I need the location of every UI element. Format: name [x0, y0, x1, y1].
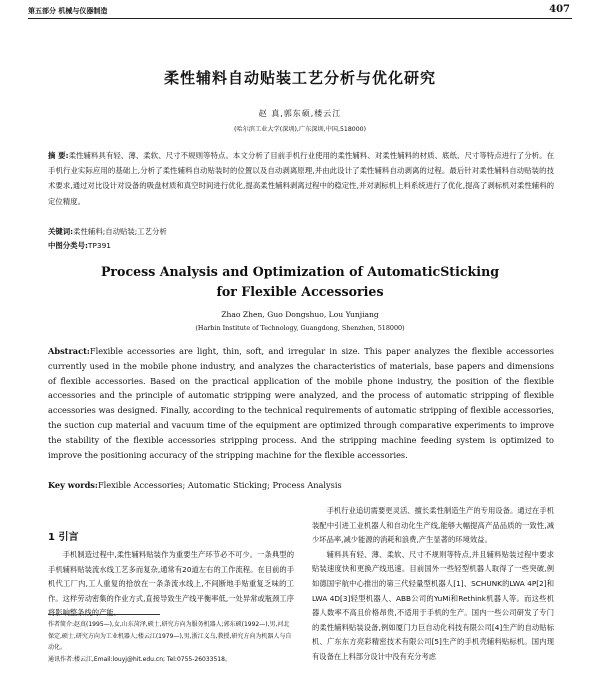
abstract-en-label: Abstract:: [48, 346, 90, 356]
introduction-paragraph: 手机制造过程中,柔性辅料贴装作为重要生产环节必不可少。一条典型的手机辅料贴装流水线工艺多而复杂,通常有20道左右的工作流程。在目前的手机代工厂内,工人重复的拾放在一条条流水线上,不间断地手贴重复乏味的工作。这样劳动密集的作业方式,直接导致生产线平衡率低,一处异常或瓶颈工序将影响整条线的产能。: [48, 550, 294, 618]
section-heading-introduction: 1 引言: [48, 532, 79, 543]
abstract-cn-text: 柔性辅料具有轻、薄、柔软、尺寸不规则等特点。本文分析了目前手机行业使用的柔性辅料、对柔性辅料的材质、底纸、尺寸等特点进行了分析。在手机行业实际应用的基础上,分析了柔性辅料自动贴装时的位置以及自动剥离原理,并由此设计了柔性辅料自动剥离的过程。最后针对柔性辅料自动贴装的技术要求,通过对比设计对设备的吸盘材质和真空时间进行优化,提高柔性辅料剥离过程中的稳定性,并对剥标机上料系统进行了优化,提高了剥标机对柔性辅料的定位精度。: [48, 151, 554, 206]
paper-title-cn: 柔性辅料自动贴装工艺分析与优化研究: [163, 69, 436, 87]
authors-en: Zhao Zhen, Guo Dongshuo, Lou Yunjiang: [221, 310, 379, 319]
keywords-cn: [48, 224, 554, 239]
abstract-cn: [48, 148, 554, 209]
keywords-cn-text: 柔性辅料;自动贴装;工艺分析: [73, 227, 167, 236]
footnote-author-info: 作者简介:赵真(1995—),女,山东菏泽,硕士,研究方向为服务机器人;郭东硕(1992—),男,河北保定,硕士,研究方向为工业机器人;楼云江(1979—),男,浙江义乌,教授,研究方向为机器人与自动化。: [48, 621, 292, 652]
keywords-en-label: Key words:: [48, 480, 98, 490]
header-rule: [28, 18, 572, 19]
paper-title-en-line2: for Flexible Accessories: [216, 284, 384, 299]
right-column-paragraph-1: 手机行业追切需要更灵活、擅长柔性制造生产的专用设备。通过在手机装配中引进工业机器人和自动化生产线,能够大幅提高产品品质的一致性,减少坏品率,减少能源的消耗和浪费,产生显著的环境效益。: [312, 506, 554, 545]
affiliation-cn: (哈尔滨工业大学(深圳),广东深圳,中国,518000): [234, 126, 366, 133]
keywords-en-text: Flexible Accessories; Automatic Sticking; Process Analysis: [97, 480, 342, 490]
right-column-text: [312, 504, 554, 665]
running-header: 第五部分 机械与仪器制造: [28, 7, 108, 15]
keywords-cn-label: 关键词:: [48, 227, 74, 236]
clc-label: 中图分类号:: [48, 241, 88, 250]
paper-title-en: [0, 262, 600, 302]
abstract-cn-label: 摘 要:: [48, 151, 69, 160]
page-number: 407: [549, 4, 570, 15]
affiliation-en: (Harbin Institute of Technology, Guangdong, Shenzhen, 518000): [195, 324, 405, 332]
clc-number: [48, 238, 554, 253]
footnote: [48, 619, 294, 665]
footnote-contact: 通讯作者:楼云江,Email:louyj@hit.edu.cn; Tel:0755-26033518。: [48, 655, 231, 663]
clc-text: TP391: [87, 241, 111, 250]
abstract-en-text: Flexible accessories are light, thin, soft, and irregular in size. This paper analyzes the flexible accessories currently used in the mobile phone industry, and analyzes the characteristics of materials, base papers and dimensions of flexible accessories. Based on the practical application of the mobile phone industry, the position of the flexible accessories and the principle of automatic stripping were analyzed, and the process of automatic stripping of flexible accessories was designed. Finally, according to the technical requirements of automatic stripping of flexible accessories, the suction cup material and vacuum time of the equipment are optimized through comparative experiments to improve the stability of the flexible accessories stripping process. And the stripping machine feeding system is optimized to improve the positioning accuracy of the stripping machine for the flexible accessories.: [48, 346, 554, 460]
keywords-en: [48, 478, 554, 493]
footnote-rule: [48, 614, 160, 615]
right-column-paragraph-2: 辅料具有轻、薄、柔软、尺寸不规则等特点,并且辅料贴装过程中要求贴装速度快和更换产线迅速。目前国外一些轻型机器人取得了一些突破,例如德国宇航中心推出的第三代轻量型机器人[1]、SCHUNK的LWA 4P[2]和LWA 4D[3]轻型机器人、ABB公司的YuMi和Rethink机器人等。而这些机器人数率不高且价格昂贵,不适用于手机的生产。国内一些公司研发了专门的柔性辅料贴装设备,例如厦门力巨自动化科技有限公司[4]生产的自动贴标机、广东东方亮彩精密技术有限公司[5]生产的手机壳辅料贴标机。国内现有设备在上料部分设计中没有充分考虑: [312, 549, 554, 661]
abstract-en: [48, 344, 554, 462]
authors-cn: 赵 真,郭东硕,楼云江: [258, 109, 342, 118]
paper-title-en-line1: Process Analysis and Optimization of AutomaticSticking: [100, 264, 500, 279]
